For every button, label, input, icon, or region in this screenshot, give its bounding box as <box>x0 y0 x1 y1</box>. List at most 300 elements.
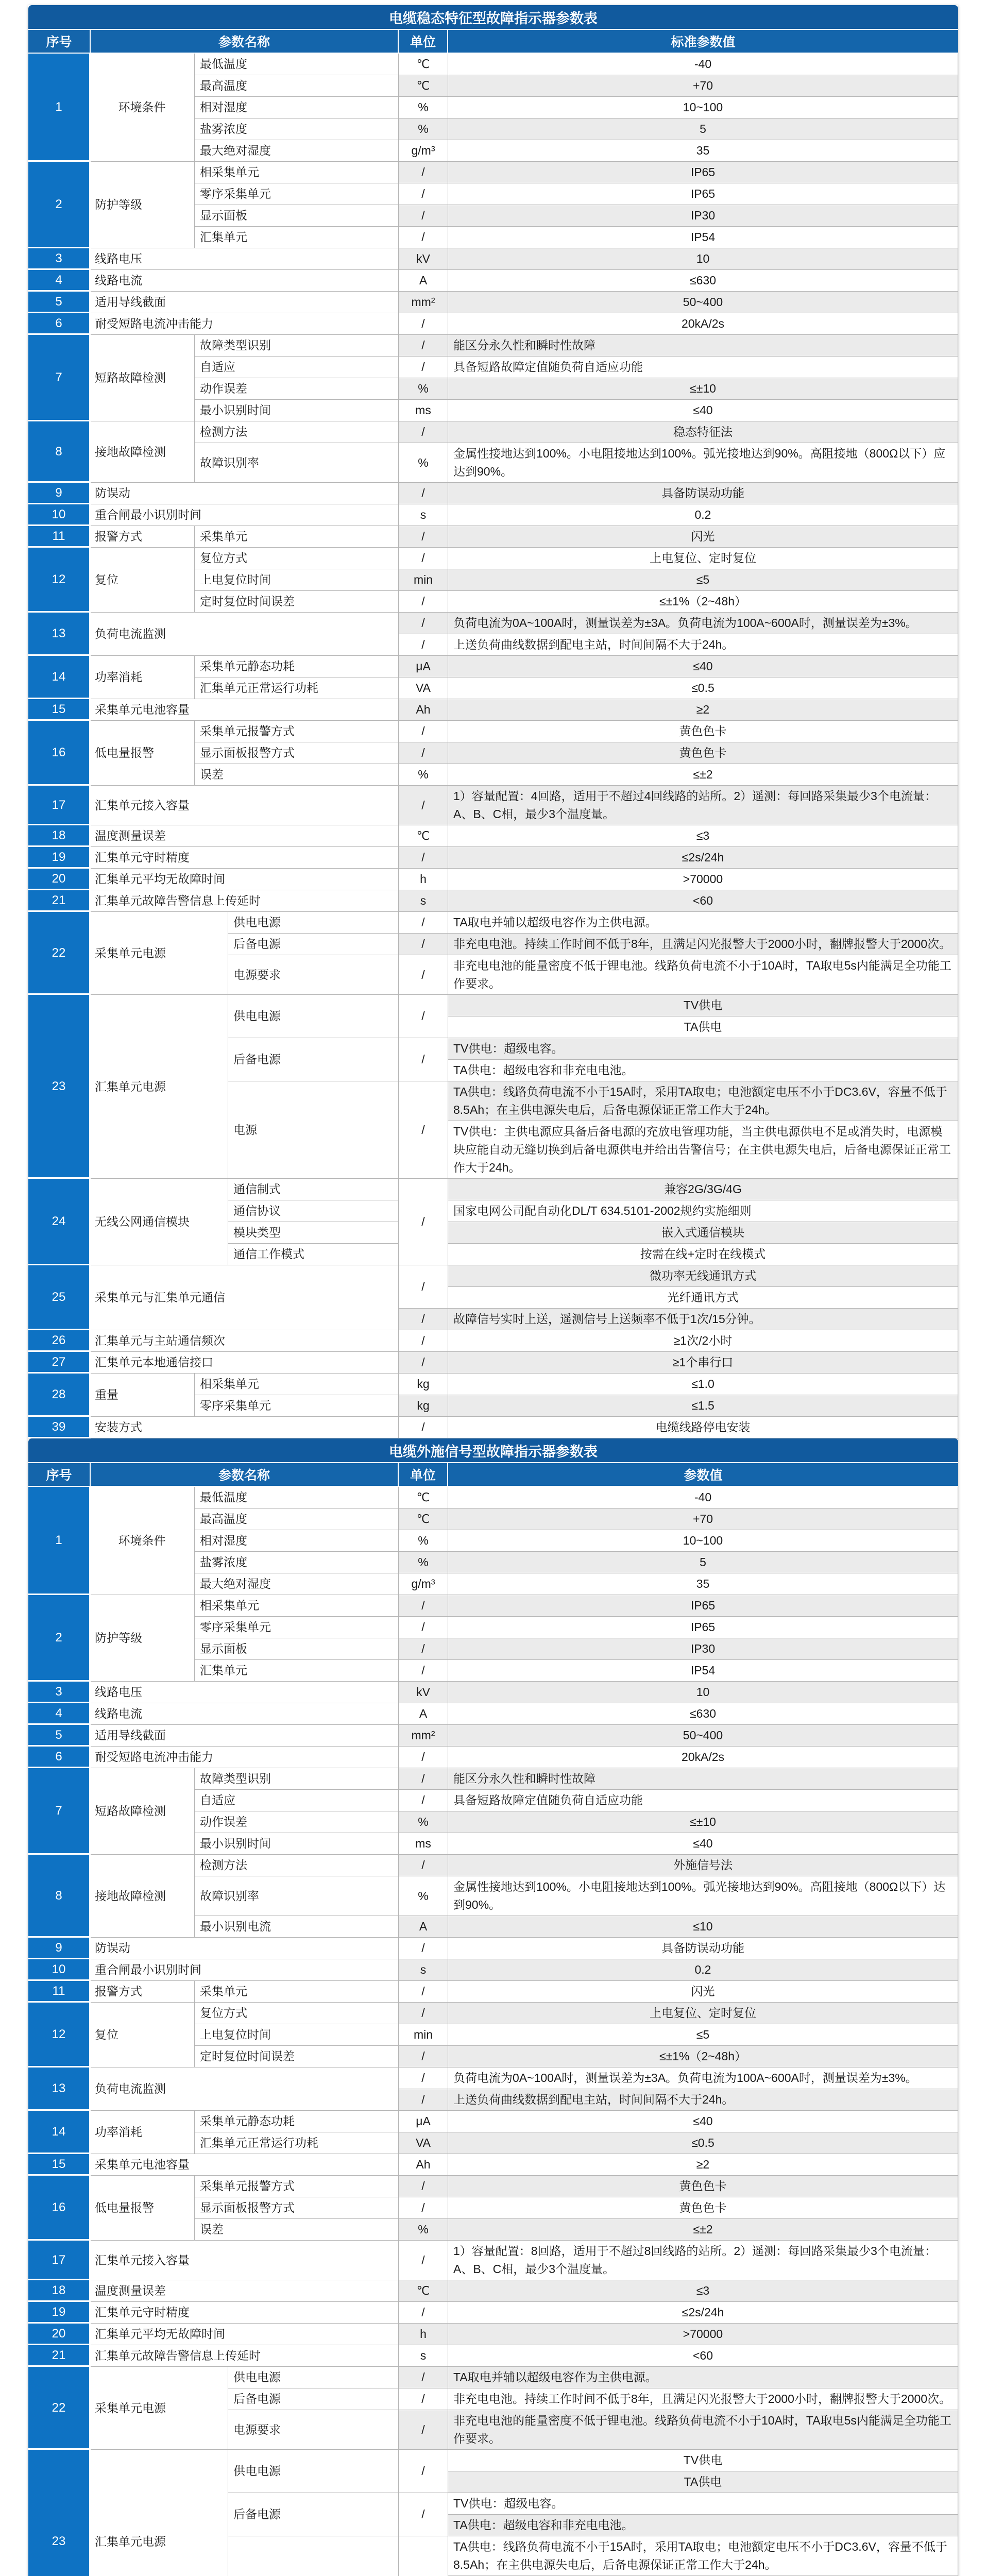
param-row-12 <box>28 2003 958 2067</box>
param-name-cell: 采集单元 <box>195 1981 399 2003</box>
value-cell: 负荷电流为0A~100A时，测量误差为±3A。负荷电流为100A~600A时，测量误差为±3%。 <box>448 613 958 634</box>
param-row-23 <box>28 2450 958 2576</box>
unit-cell: μA <box>399 2111 448 2132</box>
unit-cell: / <box>399 2410 448 2450</box>
param-row-18 <box>28 825 958 847</box>
value-cell: 35 <box>448 1573 958 1595</box>
unit-cell: ℃ <box>399 2280 448 2302</box>
value-cell: 负荷电流为0A~100A时，测量误差为±3A。负荷电流为100A~600A时，测量误差为±3%。 <box>448 2067 958 2089</box>
row-index-cell: 13 <box>28 2067 91 2111</box>
param-category-cell: 汇集单元平均无故障时间 <box>91 869 399 890</box>
unit-cell: % <box>399 97 448 118</box>
value-cell: TV供电：主供电源应具备后备电源的充放电管理功能，当主供电源供电不足或消失时，电源模块应能自动无缝切换到后备电源供电并给出告警信号；在主供电源失电后，后备电源保证正常工作大于24h。 <box>448 1121 958 1179</box>
value-cell: IP54 <box>448 1660 958 1682</box>
unit-cell: % <box>399 1811 448 1833</box>
row-index-cell: 19 <box>28 847 91 869</box>
unit-cell: / <box>399 1595 448 1617</box>
param-row-4 <box>28 1703 958 1725</box>
param-name-cell: 盐雾浓度 <box>195 118 399 140</box>
row-index-cell: 15 <box>28 699 91 721</box>
param-row-3 <box>28 1682 958 1703</box>
unit-cell: / <box>399 1179 448 1265</box>
unit-cell: / <box>399 742 448 764</box>
value-cell: 50~400 <box>448 292 958 313</box>
unit-cell: min <box>399 569 448 591</box>
value-cell: 5 <box>448 118 958 140</box>
unit-cell: / <box>399 2302 448 2324</box>
param-category-cell: 重量 <box>91 1374 195 1417</box>
row-index-cell: 11 <box>28 1981 91 2003</box>
param-row-15 <box>28 2154 958 2176</box>
value-cell: 国家电网公司配自动化DL/T 634.5101-2002规约实施细则 <box>448 1200 958 1222</box>
value-cell: TV供电：超级电容。 <box>448 2493 958 2515</box>
value-cell: 非充电电池。持续工作时间不低于8年，且满足闪光报警大于2000小时，翻牌报警大于2000次。 <box>448 2388 958 2410</box>
unit-cell: % <box>399 118 448 140</box>
unit-cell: / <box>399 1352 448 1374</box>
row-index-cell: 22 <box>28 912 91 995</box>
unit-cell: min <box>399 2024 448 2046</box>
param-name-cell: 检测方法 <box>195 421 399 443</box>
param-name-cell: 相采集单元 <box>195 1595 399 1617</box>
row-index-cell: 12 <box>28 548 91 613</box>
row-index-cell: 2 <box>28 1595 91 1682</box>
param-category-cell: 汇集单元接入容量 <box>91 786 399 825</box>
param-name-cell: 故障识别率 <box>195 1876 399 1916</box>
value-cell: 非充电电池的能量密度不低于锂电池。线路负荷电流不小于10A时，TA取电5s内能满足全功能工作要求。 <box>448 2410 958 2450</box>
unit-cell: / <box>399 2046 448 2067</box>
param-row-17 <box>28 2241 958 2280</box>
value-cell: IP65 <box>448 1617 958 1638</box>
value-cell: 0.2 <box>448 504 958 526</box>
unit-cell: / <box>399 1081 448 1179</box>
value-cell: ≥2 <box>448 699 958 721</box>
unit-cell: kV <box>399 1682 448 1703</box>
param-category-cell: 采集单元电源 <box>91 2367 228 2450</box>
param-row-16 <box>28 2176 958 2241</box>
param-category-cell: 汇集单元故障告警信息上传延时 <box>91 890 399 912</box>
param-name-cell: 采集单元静态功耗 <box>195 2111 399 2132</box>
param-category-cell: 线路电压 <box>91 248 399 270</box>
value-cell: TA供电 <box>448 1016 958 1038</box>
param-name-cell: 最低温度 <box>195 1487 399 1509</box>
unit-cell: / <box>399 227 448 248</box>
param-row-6 <box>28 313 958 335</box>
param-name-cell: 上电复位时间 <box>195 569 399 591</box>
row-index-cell: 26 <box>28 1330 91 1352</box>
param-name-cell: 显示面板报警方式 <box>195 2197 399 2219</box>
unit-cell: s <box>399 2345 448 2367</box>
unit-cell: / <box>399 847 448 869</box>
value-cell: ≤0.5 <box>448 677 958 699</box>
row-index-cell: 20 <box>28 2324 91 2345</box>
param-category-cell: 负荷电流监测 <box>91 613 399 656</box>
unit-cell: % <box>399 378 448 400</box>
unit-cell: / <box>399 2089 448 2111</box>
unit-cell: / <box>399 912 448 934</box>
unit-cell: / <box>399 1981 448 2003</box>
unit-cell: ℃ <box>399 75 448 97</box>
param-category-cell: 采集单元电池容量 <box>91 699 399 721</box>
unit-cell: kg <box>399 1395 448 1417</box>
param-row-24 <box>28 1179 958 1265</box>
row-index-cell: 16 <box>28 2176 91 2241</box>
param-name-cell: 盐雾浓度 <box>195 1552 399 1573</box>
unit-cell: / <box>399 1309 448 1330</box>
value-cell: ≤±1%（2~48h） <box>448 591 958 613</box>
param-row-6 <box>28 1747 958 1768</box>
row-index-cell: 27 <box>28 1352 91 1374</box>
param-category-cell: 汇集单元守时精度 <box>91 847 399 869</box>
unit-cell: % <box>399 764 448 786</box>
unit-cell: g/m³ <box>399 140 448 162</box>
unit-cell: / <box>399 1417 448 1438</box>
row-index-cell: 12 <box>28 2003 91 2067</box>
row-index-cell: 23 <box>28 2450 91 2576</box>
param-name-cell: 故障识别率 <box>195 443 399 483</box>
table-body <box>28 54 958 1438</box>
param-name-cell: 通信制式 <box>228 1179 399 1200</box>
row-index-cell: 25 <box>28 1265 91 1330</box>
param-row-26 <box>28 1330 958 1352</box>
value-cell: 10 <box>448 248 958 270</box>
unit-cell: Ah <box>399 2154 448 2176</box>
row-index-cell: 17 <box>28 2241 91 2280</box>
param-name-cell: 零序采集单元 <box>195 183 399 205</box>
value-cell: 嵌入式通信模块 <box>448 1222 958 1244</box>
param-name-cell: 最高温度 <box>195 1509 399 1530</box>
value-cell: 能区分永久性和瞬时性故障 <box>448 1768 958 1790</box>
value-cell: 20kA/2s <box>448 313 958 335</box>
value-cell: 能区分永久性和瞬时性故障 <box>448 335 958 357</box>
param-category-cell: 汇集单元守时精度 <box>91 2302 399 2324</box>
value-cell: >70000 <box>448 2324 958 2345</box>
value-cell: 5 <box>448 1552 958 1573</box>
param-category-cell: 防误动 <box>91 483 399 504</box>
value-cell: 1）容量配置：4回路，适用于不超过4回线路的站所。2）遥测：每回路采集最少3个电流量：A、B、C相，最少3个温度量。 <box>448 786 958 825</box>
unit-cell: / <box>399 1265 448 1309</box>
value-cell: IP65 <box>448 162 958 183</box>
param-name-cell: 最大绝对湿度 <box>195 140 399 162</box>
param-row-25 <box>28 1265 958 1330</box>
param-category-cell: 复位 <box>91 548 195 613</box>
value-cell: 闪光 <box>448 1981 958 2003</box>
row-index-cell: 3 <box>28 1682 91 1703</box>
param-row-15 <box>28 699 958 721</box>
param-row-2 <box>28 162 958 248</box>
param-row-19 <box>28 847 958 869</box>
row-index-cell: 8 <box>28 421 91 483</box>
row-index-cell: 20 <box>28 869 91 890</box>
param-row-7 <box>28 335 958 421</box>
row-index-cell: 17 <box>28 786 91 825</box>
unit-cell: / <box>399 483 448 504</box>
value-cell: TV供电 <box>448 995 958 1016</box>
value-cell: 黄色色卡 <box>448 2176 958 2197</box>
header-unit: 单位 <box>399 1463 448 1487</box>
param-row-9 <box>28 483 958 504</box>
param-row-19 <box>28 2302 958 2324</box>
row-index-cell: 19 <box>28 2302 91 2324</box>
param-row-18 <box>28 2280 958 2302</box>
param-name-cell: 模块类型 <box>228 1222 399 1244</box>
unit-cell: / <box>399 995 448 1038</box>
row-index-cell: 6 <box>28 313 91 335</box>
unit-cell: / <box>399 2197 448 2219</box>
row-index-cell: 7 <box>28 1768 91 1855</box>
param-name-cell: 相采集单元 <box>195 162 399 183</box>
value-cell: IP65 <box>448 1595 958 1617</box>
unit-cell: / <box>399 2176 448 2197</box>
header-param-name: 参数名称 <box>91 30 399 54</box>
value-cell: 上电复位、定时复位 <box>448 548 958 569</box>
value-cell: 稳态特征法 <box>448 421 958 443</box>
value-cell: 具备短路故障定值随负荷自适应功能 <box>448 357 958 378</box>
param-name-cell: 汇集单元 <box>195 227 399 248</box>
table-header-row <box>28 1463 958 1487</box>
param-row-20 <box>28 2324 958 2345</box>
table-header-row <box>28 30 958 54</box>
row-index-cell: 3 <box>28 248 91 270</box>
value-cell: 闪光 <box>448 526 958 548</box>
param-row-20 <box>28 869 958 890</box>
value-cell: <60 <box>448 2345 958 2367</box>
unit-cell: / <box>399 183 448 205</box>
value-cell: 具备防误动功能 <box>448 483 958 504</box>
param-name-cell: 通信协议 <box>228 1200 399 1222</box>
value-cell: ≤10 <box>448 1916 958 1938</box>
value-cell: ≤5 <box>448 569 958 591</box>
value-cell: TA供电：线路负荷电流不小于15A时，采用TA取电；电池额定电压不小于DC3.6V，容量不低于8.5Ah；在主供电源失电后，后备电源保证正常工作大于24h。 <box>448 1081 958 1121</box>
unit-cell: / <box>399 1638 448 1660</box>
param-category-cell: 短路故障检测 <box>91 1768 195 1855</box>
param-name-cell: 动作误差 <box>195 378 399 400</box>
param-name-cell: 定时复位时间误差 <box>195 2046 399 2067</box>
unit-cell: / <box>399 1747 448 1768</box>
unit-cell: A <box>399 270 448 292</box>
param-name-cell: 零序采集单元 <box>195 1395 399 1417</box>
param-category-cell: 防误动 <box>91 1938 399 1959</box>
unit-cell: / <box>399 205 448 227</box>
value-cell: 10~100 <box>448 1530 958 1552</box>
unit-cell: kV <box>399 248 448 270</box>
value-cell: <60 <box>448 890 958 912</box>
value-cell: ≤40 <box>448 400 958 421</box>
value-cell: ≤40 <box>448 656 958 677</box>
row-index-cell: 22 <box>28 2367 91 2450</box>
unit-cell: / <box>399 162 448 183</box>
unit-cell: VA <box>399 2132 448 2154</box>
header-no: 序号 <box>28 30 91 54</box>
param-category-cell: 适用导线截面 <box>91 1725 399 1747</box>
param-name-cell: 汇集单元正常运行功耗 <box>195 677 399 699</box>
unit-cell: / <box>399 1768 448 1790</box>
unit-cell: / <box>399 613 448 634</box>
param-name-cell: 自适应 <box>195 357 399 378</box>
param-row-8 <box>28 421 958 483</box>
unit-cell: / <box>399 634 448 656</box>
param-row-22 <box>28 2367 958 2450</box>
value-cell: ≤40 <box>448 2111 958 2132</box>
param-row-16 <box>28 721 958 786</box>
param-category-cell: 功率消耗 <box>91 656 195 699</box>
param-name-cell: 相对湿度 <box>195 1530 399 1552</box>
header-unit: 单位 <box>399 30 448 54</box>
value-cell: 光纤通讯方式 <box>448 1287 958 1309</box>
value-cell: TA供电：超级电容和非充电电池。 <box>448 2515 958 2536</box>
unit-cell: s <box>399 890 448 912</box>
param-name-cell: 汇集单元 <box>195 1660 399 1682</box>
value-cell: ≤±10 <box>448 1811 958 1833</box>
param-row-11 <box>28 526 958 548</box>
param-row-4 <box>28 270 958 292</box>
param-category-cell: 低电量报警 <box>91 2176 195 2241</box>
param-category-cell: 汇集单元故障告警信息上传延时 <box>91 2345 399 2367</box>
param-category-cell: 线路电压 <box>91 1682 399 1703</box>
unit-cell: / <box>399 526 448 548</box>
param-row-13 <box>28 2067 958 2111</box>
param-category-cell: 接地故障检测 <box>91 421 195 483</box>
param-name-cell: 最大绝对湿度 <box>195 1573 399 1595</box>
unit-cell <box>399 2536 448 2576</box>
value-cell: TA取电并辅以超级电容作为主供电源。 <box>448 912 958 934</box>
value-cell: 上送负荷曲线数据到配电主站，时间间隔不大于24h。 <box>448 634 958 656</box>
row-index-cell: 18 <box>28 825 91 847</box>
row-index-cell: 16 <box>28 721 91 786</box>
row-index-cell: 21 <box>28 890 91 912</box>
param-name-cell: 采集单元静态功耗 <box>195 656 399 677</box>
param-name-cell: 复位方式 <box>195 2003 399 2024</box>
value-cell: ≤630 <box>448 270 958 292</box>
row-index-cell: 24 <box>28 1179 91 1265</box>
param-name-cell: 通信工作模式 <box>228 1244 399 1265</box>
unit-cell: ℃ <box>399 1487 448 1509</box>
value-cell: 上电复位、定时复位 <box>448 2003 958 2024</box>
param-name-cell: 后备电源 <box>228 2493 399 2536</box>
param-category-cell: 环境条件 <box>91 54 195 162</box>
value-cell: 电缆线路停电安装 <box>448 1417 958 1438</box>
unit-cell: / <box>399 2241 448 2280</box>
value-cell: 35 <box>448 140 958 162</box>
param-row-14 <box>28 2111 958 2154</box>
param-category-cell: 报警方式 <box>91 526 195 548</box>
unit-cell: / <box>399 357 448 378</box>
header-value: 参数值 <box>448 1463 958 1487</box>
row-index-cell: 2 <box>28 162 91 248</box>
param-name-cell: 显示面板 <box>195 205 399 227</box>
param-row-9 <box>28 1938 958 1959</box>
value-cell: IP30 <box>448 205 958 227</box>
param-row-5 <box>28 1725 958 1747</box>
row-index-cell: 23 <box>28 995 91 1179</box>
table-body <box>28 1487 958 2576</box>
unit-cell: A <box>399 1916 448 1938</box>
param-row-11 <box>28 1981 958 2003</box>
value-cell: ≤2s/24h <box>448 2302 958 2324</box>
value-cell: -40 <box>448 1487 958 1509</box>
param-category-cell: 汇集单元平均无故障时间 <box>91 2324 399 2345</box>
param-category-cell: 线路电流 <box>91 1703 399 1725</box>
value-cell: ≤±2 <box>448 764 958 786</box>
param-row-27 <box>28 1352 958 1374</box>
param-name-cell: 零序采集单元 <box>195 1617 399 1638</box>
unit-cell: / <box>399 1038 448 1081</box>
param-category-cell: 适用导线截面 <box>91 292 399 313</box>
param-row-10 <box>28 1959 958 1981</box>
unit-cell: / <box>399 548 448 569</box>
param-category-cell: 汇集单元与主站通信频次 <box>91 1330 399 1352</box>
param-name-cell: 定时复位时间误差 <box>195 591 399 613</box>
unit-cell: μA <box>399 656 448 677</box>
table-title: 电缆稳态特征型故障指示器参数表 <box>28 5 958 30</box>
unit-cell: / <box>399 421 448 443</box>
param-name-cell: 动作误差 <box>195 1811 399 1833</box>
param-name-cell: 采集单元报警方式 <box>195 721 399 742</box>
unit-cell: / <box>399 2367 448 2388</box>
param-category-cell: 耐受短路电流冲击能力 <box>91 313 399 335</box>
value-cell: 按需在线+定时在线模式 <box>448 1244 958 1265</box>
param-name-cell: 供电电源 <box>228 2367 399 2388</box>
value-cell: ≤±2 <box>448 2219 958 2241</box>
unit-cell: % <box>399 443 448 483</box>
value-cell: ≤±10 <box>448 378 958 400</box>
value-cell: ≤5 <box>448 2024 958 2046</box>
value-cell: IP65 <box>448 183 958 205</box>
row-index-cell: 1 <box>28 1487 91 1595</box>
unit-cell: kg <box>399 1374 448 1395</box>
param-name-cell: 上电复位时间 <box>195 2024 399 2046</box>
param-row-17 <box>28 786 958 825</box>
value-cell: 具备短路故障定值随负荷自适应功能 <box>448 1790 958 1811</box>
param-name-cell: 供电电源 <box>228 995 399 1038</box>
value-cell: TV供电：超级电容。 <box>448 1038 958 1060</box>
value-cell: -40 <box>448 54 958 75</box>
param-category-cell: 负荷电流监测 <box>91 2067 399 2111</box>
unit-cell: / <box>399 2003 448 2024</box>
value-cell: 10~100 <box>448 97 958 118</box>
row-index-cell: 14 <box>28 2111 91 2154</box>
param-name-cell: 检测方法 <box>195 1855 399 1876</box>
value-cell: >70000 <box>448 869 958 890</box>
param-name-cell: 最小识别时间 <box>195 1833 399 1855</box>
unit-cell: ℃ <box>399 1509 448 1530</box>
param-category-cell: 环境条件 <box>91 1487 195 1595</box>
unit-cell: / <box>399 721 448 742</box>
param-row-23 <box>28 995 958 1179</box>
param-name-cell: 故障类型识别 <box>195 335 399 357</box>
param-row-21 <box>28 2345 958 2367</box>
row-index-cell: 10 <box>28 1959 91 1981</box>
row-index-cell: 7 <box>28 335 91 421</box>
row-index-cell: 5 <box>28 292 91 313</box>
unit-cell: s <box>399 1959 448 1981</box>
unit-cell: / <box>399 591 448 613</box>
param-category-cell: 温度测量误差 <box>91 825 399 847</box>
value-cell: 具备防误动功能 <box>448 1938 958 1959</box>
param-name-cell: 误差 <box>195 2219 399 2241</box>
value-cell: ≤40 <box>448 1833 958 1855</box>
param-category-cell: 重合闸最小识别时间 <box>91 504 399 526</box>
unit-cell: % <box>399 2219 448 2241</box>
row-index-cell: 21 <box>28 2345 91 2367</box>
unit-cell: / <box>399 335 448 357</box>
value-cell: 非充电电池的能量密度不低于锂电池。线路负荷电流不小于10A时，TA取电5s内能满足全功能工作要求。 <box>448 955 958 995</box>
param-name-cell: 电源要求 <box>228 955 399 995</box>
row-index-cell: 14 <box>28 656 91 699</box>
value-cell: TA供电：线路负荷电流不小于15A时，采用TA取电；电池额定电压不小于DC3.6V，容量不低于8.5Ah；在主供电源失电后，后备电源保证正常工作大于24h。 <box>448 2536 958 2576</box>
param-category-cell: 耐受短路电流冲击能力 <box>91 1747 399 1768</box>
value-cell: ≤1.5 <box>448 1395 958 1417</box>
param-row-2 <box>28 1595 958 1682</box>
